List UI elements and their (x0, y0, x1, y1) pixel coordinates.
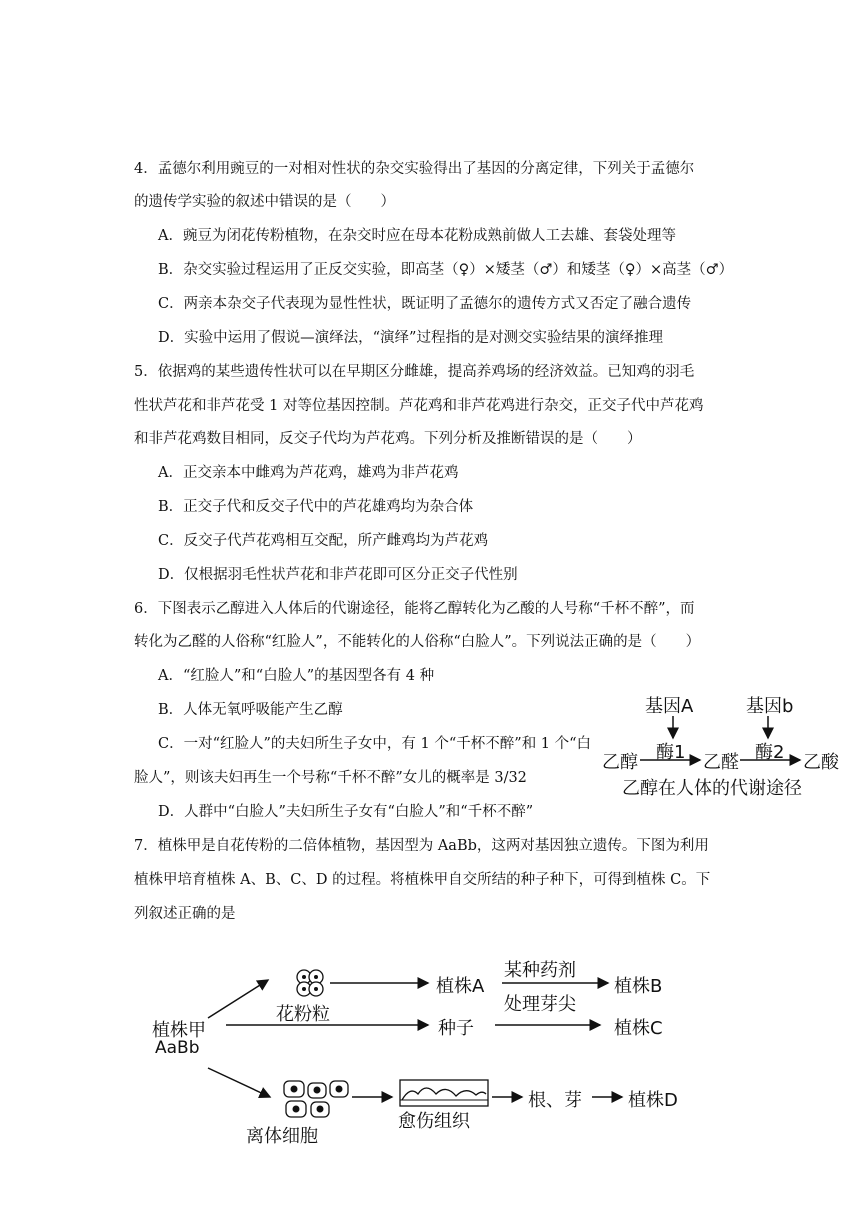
gene-a-label: 基因A (645, 696, 694, 717)
q6-option-c-line-1: C．一对“红脸人”的夫妇所生子女中，有 1 个“千杯不醉”和 1 个“白 (158, 736, 592, 752)
enzyme1-label: 酶1 (656, 742, 686, 763)
plant-c-label: 植株C (614, 1018, 663, 1039)
q6-option-a: A．“红脸人”和“白脸人”的基因型各有 4 种 (158, 668, 435, 684)
diagram-caption: 乙醇在人体的代谢途径 (622, 778, 802, 799)
pollen-icon (297, 970, 323, 996)
q6-option-b: B．人体无氧呼吸能产生乙醇 (158, 702, 343, 718)
q5-stem-line-1: 5．依据鸡的某些遗传性状可以在早期区分雌雄，提高养鸡场的经济效益。已知鸡的羽毛 (134, 364, 695, 380)
q4-option-b: B．杂交实验过程运用了正反交实验，即高茎（♀）×矮茎（♂）和矮茎（♀）×高茎（♂） (158, 262, 734, 278)
reagent-label: 某种药剂 (504, 960, 576, 981)
q6-stem-line-1: 6．下图表示乙醇进入人体后的代谢途径，能将乙醇转化为乙酸的人号称“千杯不醉”，而 (134, 601, 695, 617)
q4-stem-line-1: 4．孟德尔利用豌豆的一对相对性状的杂交实验得出了基因的分离定律，下列关于孟德尔 (134, 161, 695, 177)
root-bud-label: 根、芽 (528, 1090, 582, 1111)
arrow-to-cells (208, 1068, 270, 1097)
q6-option-d: D．人群中“白脸人”夫妇所生子女有“白脸人”和“千杯不醉” (158, 804, 534, 820)
seed-label: 种子 (438, 1018, 474, 1039)
q5-option-a: A．正交亲本中雌鸡为芦花鸡，雄鸡为非芦花鸡 (158, 465, 459, 481)
acetaldehyde-label: 乙醛 (703, 752, 739, 773)
callus-label: 愈伤组织 (398, 1111, 470, 1132)
acetic-acid-label: 乙酸 (803, 752, 839, 773)
q4-stem-line-2: 的遗传学实验的叙述中错误的是（ ） (134, 194, 395, 210)
q4-option-d: D．实验中运用了假说—演绎法，“演绎”过程指的是对测交实验结果的演绎推理 (158, 330, 663, 346)
genotype-label: AaBb (155, 1038, 200, 1058)
plant-b-label: 植株B (614, 976, 663, 997)
plant-a-label: 植株A (436, 976, 485, 997)
q5-option-c: C．反交子代芦花鸡相互交配，所产雌鸡均为芦花鸡 (158, 533, 489, 549)
q5-stem-line-3: 和非芦花鸡数目相同，反交子代均为芦花鸡。下列分析及推断错误的是（ ） (134, 431, 642, 447)
pollen-label: 花粉粒 (276, 1004, 330, 1025)
q5-option-d: D．仅根据羽毛性状芦花和非芦花即可区分正交子代性别 (158, 567, 518, 583)
gene-b-label: 基因b (746, 696, 794, 717)
isolated-cells-label: 离体细胞 (246, 1126, 318, 1147)
q4-option-c: C．两亲本杂交子代表现为显性性状，既证明了孟德尔的遗传方式又否定了融合遗传 (158, 296, 692, 312)
q7-stem-line-3: 列叙述正确的是 (134, 906, 236, 922)
arrow-to-pollen (208, 980, 268, 1018)
ethanol-label: 乙醇 (602, 752, 638, 773)
enzyme2-label: 酶2 (755, 742, 785, 763)
plant-jia-label: 植株甲 (152, 1020, 206, 1041)
q7-stem-line-2: 植株甲培育植株 A、B、C、D 的过程。将植株甲自交所结的种子种下，可得到植株 C。下 (134, 872, 711, 888)
treat-bud-label: 处理芽尖 (504, 994, 576, 1015)
q5-stem-line-2: 性状芦花和非芦花受 1 对等位基因控制。芦花鸡和非芦花鸡进行杂交，正交子代中芦花鸡 (134, 398, 704, 414)
q5-option-b: B．正交子代和反交子代中的芦花雄鸡均为杂合体 (158, 499, 474, 515)
q6-stem-line-2: 转化为乙醛的人俗称“红脸人”，不能转化的人俗称“白脸人”。下列说法正确的是（ ） (134, 634, 701, 650)
isolated-cells-icon (284, 1081, 348, 1117)
q4-option-a: A．豌豆为闭花传粉植物，在杂交时应在母本花粉成熟前做人工去雄、套袋处理等 (158, 228, 676, 244)
q6-option-c-line-2: 脸人”，则该夫妇再生一个号称“千杯不醉”女儿的概率是 3/32 (134, 770, 527, 786)
q7-stem-line-1: 7．植株甲是自花传粉的二倍体植物，基因型为 AaBb，这两对基因独立遗传。下图为利用 (134, 838, 709, 854)
plant-d-label: 植株D (628, 1090, 678, 1111)
callus-icon (400, 1080, 488, 1106)
